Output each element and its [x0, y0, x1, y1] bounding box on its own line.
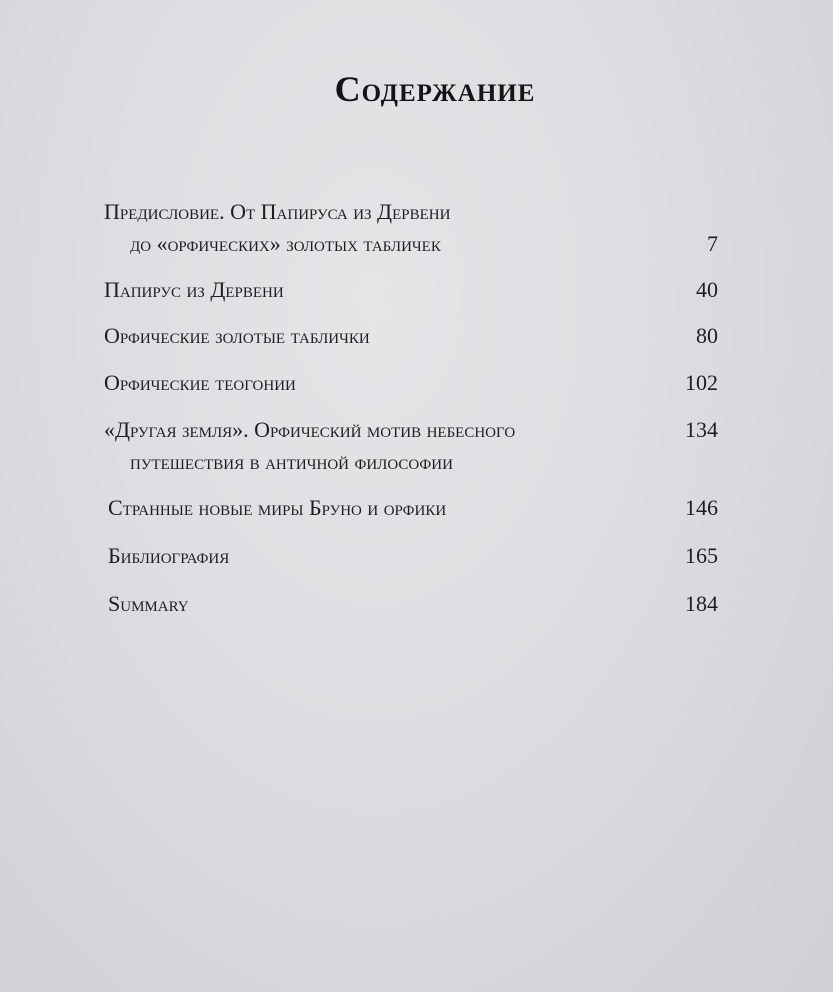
toc-entry-page-number: 184: [685, 591, 718, 616]
toc-entry-page-number: 134: [685, 417, 718, 442]
toc-entry-title-line: Странные новые миры Бруно и орфики: [108, 495, 447, 520]
toc-entry-title-line: Summary: [108, 591, 189, 616]
toc-entry-theogonies: [104, 367, 724, 399]
toc-entry-other-earth: [104, 414, 724, 478]
table-of-contents: [104, 0, 724, 992]
toc-entry-page-number: 165: [685, 543, 718, 568]
toc-entry-gold-tablets: [104, 320, 724, 352]
toc-entry-title-line: до «орфических» золотых табличек: [130, 231, 441, 256]
page-title: Содержание: [334, 69, 536, 109]
toc-entry-page-number: 7: [707, 231, 718, 256]
toc-entry-preface: [104, 196, 724, 260]
toc-entry-page-number: 146: [685, 495, 718, 520]
toc-entry-title-line: Библиография: [108, 543, 230, 568]
toc-entry-bibliography: [108, 540, 728, 572]
toc-entry-title-line: Орфические золотые таблички: [104, 323, 370, 348]
toc-entry-summary: [108, 588, 728, 620]
toc-entry-bruno: [108, 492, 728, 524]
toc-entry-title-line: Папирус из Дервени: [104, 277, 284, 302]
toc-entry-title-line: путешествия в античной философии: [130, 449, 453, 474]
toc-entry-title-line: «Другая земля». Орфический мотив небесного: [104, 417, 516, 442]
toc-entry-derveni-papyrus: [104, 274, 724, 306]
toc-entry-page-number: 80: [696, 323, 718, 348]
toc-entry-title-line: Предисловие. От Папируса из Дервени: [104, 199, 451, 224]
toc-entry-title-line: Орфические теогонии: [104, 370, 296, 395]
toc-entry-page-number: 102: [685, 370, 718, 395]
toc-entry-page-number: 40: [696, 277, 718, 302]
